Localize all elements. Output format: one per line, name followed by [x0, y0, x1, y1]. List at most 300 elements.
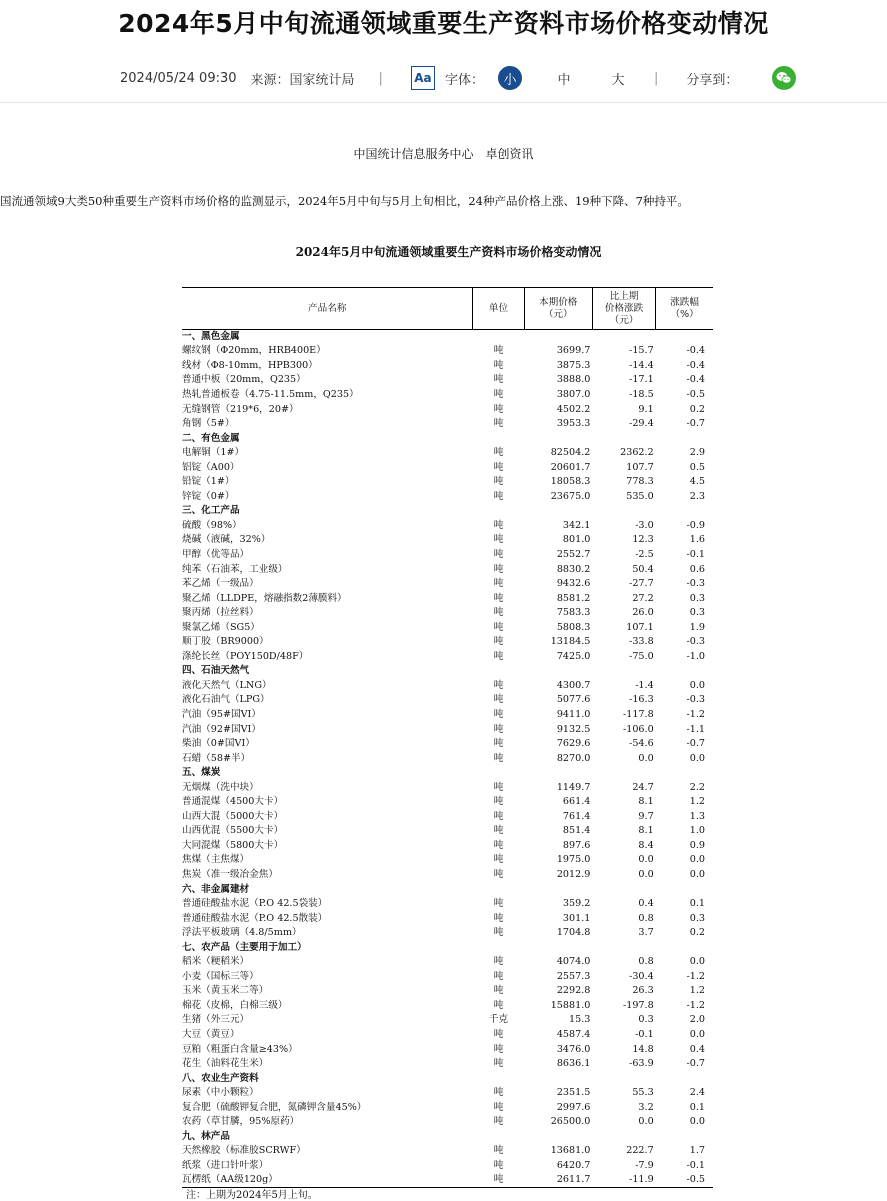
table-row — [182, 911, 713, 926]
pct-cell: -1.2 — [686, 708, 705, 720]
product-name-cell: 纯苯（石油苯，工业级） — [182, 563, 288, 575]
change-cell: 0.8 — [638, 956, 654, 968]
change-cell: 8.4 — [638, 839, 654, 851]
change-cell: 3.2 — [638, 1101, 654, 1113]
col-header-name: 产品名称 — [308, 302, 347, 314]
change-cell: -197.8 — [622, 999, 654, 1011]
change-cell: 0.4 — [638, 898, 654, 910]
change-cell: 0.0 — [638, 752, 654, 764]
product-name-cell: 锌锭（0#） — [182, 490, 235, 502]
change-cell: 778.3 — [626, 476, 654, 488]
publish-datetime: 2024/05/24 09:30 — [120, 70, 237, 86]
price-cell: 3875.3 — [556, 359, 591, 371]
pct-cell: 0.3 — [689, 607, 705, 619]
change-cell: -30.4 — [629, 970, 654, 982]
price-cell: 5808.3 — [556, 621, 591, 633]
product-name-cell: 焦煤（主焦煤） — [182, 854, 250, 866]
pct-cell: 4.5 — [689, 476, 705, 488]
unit-cell: 吨 — [493, 476, 504, 488]
change-cell: 24.7 — [632, 781, 654, 793]
product-name-cell: 瓦楞纸（AA级120g） — [182, 1174, 278, 1186]
price-cell: 26500.0 — [550, 1116, 591, 1128]
table-row — [182, 810, 713, 825]
product-name-cell: 棉花（皮棉，白棉三级） — [182, 999, 288, 1011]
pct-cell: -0.4 — [686, 359, 705, 371]
product-name-cell: 纸浆（进口针叶浆） — [182, 1159, 269, 1171]
change-cell: 50.4 — [632, 563, 654, 575]
price-cell: 2351.5 — [556, 1087, 591, 1099]
pct-cell: 2.0 — [689, 1014, 705, 1026]
category-row — [182, 504, 713, 519]
change-cell: 26.0 — [632, 607, 654, 619]
product-name-cell: 柴油（0#国VI） — [182, 738, 255, 750]
pct-cell: -1.0 — [686, 650, 705, 662]
pct-cell: 2.9 — [689, 447, 705, 459]
unit-cell: 吨 — [493, 534, 504, 546]
price-cell: 13184.5 — [550, 636, 591, 648]
unit-cell: 吨 — [493, 461, 504, 473]
category-label: 六、非金属建材 — [182, 883, 250, 895]
table-row — [182, 693, 713, 708]
product-name-cell: 花生（油料花生米） — [182, 1058, 269, 1070]
change-cell: 55.3 — [632, 1087, 654, 1099]
category-row — [182, 940, 713, 955]
product-name-cell: 大同混煤（5800大卡） — [182, 839, 284, 851]
unit-cell: 吨 — [493, 1101, 504, 1113]
source-line: 中国统计信息服务中心 卓创资讯 — [353, 147, 534, 161]
table-row — [182, 751, 713, 766]
change-cell: -15.7 — [629, 345, 654, 357]
change-cell: 3.7 — [638, 927, 654, 939]
unit-cell: 吨 — [493, 578, 504, 590]
unit-cell: 吨 — [493, 374, 504, 386]
unit-cell: 吨 — [493, 1043, 504, 1055]
table-row — [182, 984, 713, 999]
price-cell: 20601.7 — [550, 461, 591, 473]
pct-cell: 2.2 — [689, 781, 705, 793]
unit-cell: 吨 — [493, 796, 504, 808]
product-name-cell: 天然橡胶（标准胶SCRWF） — [182, 1145, 306, 1157]
pct-cell: 0.0 — [689, 854, 705, 866]
col-header-unit: 单位 — [473, 288, 524, 330]
pct-cell: 0.3 — [689, 592, 705, 604]
change-cell: -18.5 — [629, 388, 654, 400]
footnote: 注：上期为2024年5月上旬。 — [186, 1190, 318, 1201]
pct-cell: -0.4 — [686, 345, 705, 357]
price-cell: 4300.7 — [556, 679, 591, 691]
change-cell: -17.1 — [629, 374, 654, 386]
table-row — [182, 620, 713, 635]
page-title: 2024年5月中旬流通领域重要生产资料市场价格变动情况 — [118, 9, 769, 38]
unit-cell: 吨 — [493, 825, 504, 837]
pct-cell: -1.2 — [686, 970, 705, 982]
pct-cell: -0.1 — [686, 1159, 705, 1171]
price-cell: 15881.0 — [550, 999, 591, 1011]
table-row — [182, 490, 713, 505]
change-cell: 222.7 — [626, 1145, 654, 1157]
unit-cell: 吨 — [493, 345, 504, 357]
meta-separator: | — [378, 70, 383, 86]
unit-cell: 吨 — [493, 1029, 504, 1041]
table-row — [182, 897, 713, 912]
product-name-cell: 稻米（粳稻米） — [182, 956, 250, 968]
table-header-row — [182, 288, 713, 330]
price-cell: 2557.3 — [556, 970, 591, 982]
header-divider — [0, 102, 887, 103]
table-row — [182, 562, 713, 577]
price-cell: 4502.2 — [556, 403, 591, 415]
pct-cell: 1.2 — [689, 985, 705, 997]
source-label: 来源：国家统计局 — [250, 72, 355, 88]
unit-cell: 吨 — [493, 752, 504, 764]
pct-cell: 0.9 — [689, 839, 705, 851]
change-cell: 535.0 — [626, 490, 654, 502]
change-cell: -16.3 — [629, 694, 654, 706]
product-name-cell: 山西大混（5000大卡） — [182, 810, 284, 822]
unit-cell: 吨 — [493, 563, 504, 575]
product-name-cell: 烧碱（液碱，32%） — [182, 534, 271, 546]
unit-cell: 吨 — [493, 403, 504, 415]
price-cell: 2012.9 — [556, 869, 591, 880]
price-cell: 801.0 — [562, 534, 591, 546]
pct-cell: 0.0 — [689, 752, 705, 764]
price-cell: 8830.2 — [556, 563, 591, 575]
product-name-cell: 铅锭（1#） — [182, 476, 235, 488]
price-cell: 4587.4 — [556, 1029, 591, 1041]
table-row — [182, 635, 713, 650]
table-row — [182, 577, 713, 592]
table-row — [182, 591, 713, 606]
change-cell: -2.5 — [635, 548, 654, 560]
product-name-cell: 硫酸（98%） — [182, 519, 242, 531]
product-name-cell: 液化石油气（LPG） — [182, 694, 270, 706]
price-cell: 897.6 — [562, 839, 591, 851]
product-name-cell: 浮法平板玻璃（4.8/5mm） — [182, 927, 302, 939]
summary-paragraph: 国流通领域9大类50种重要生产资料市场价格的监测显示，2024年5月中旬与5月上旬相比，24种产品价格上涨、19种下降、7种持平。 — [0, 194, 689, 208]
pct-cell: -0.7 — [686, 418, 705, 430]
product-name-cell: 普通硅酸盐水泥（P.O 42.5袋装） — [182, 898, 328, 910]
unit-cell: 吨 — [493, 708, 504, 720]
change-cell: -54.6 — [629, 738, 654, 750]
meta-separator-2: | — [653, 70, 659, 86]
change-cell: -106.0 — [622, 723, 654, 735]
change-cell: -63.9 — [629, 1058, 654, 1070]
table-row — [182, 780, 713, 795]
price-cell: 342.1 — [562, 519, 591, 531]
pct-cell: -0.7 — [686, 738, 705, 750]
category-row — [182, 1071, 713, 1086]
table-row — [182, 708, 713, 723]
font-label: 字体： — [444, 72, 484, 88]
table-row — [182, 402, 713, 417]
pct-cell: -0.7 — [686, 1058, 705, 1070]
pct-cell: 1.3 — [689, 810, 705, 822]
price-cell: 1149.7 — [556, 781, 591, 793]
price-cell: 82504.2 — [550, 447, 591, 459]
unit-cell: 千克 — [488, 1014, 509, 1026]
unit-cell: 吨 — [493, 359, 504, 371]
product-name-cell: 汽油（95#国VI） — [182, 708, 261, 720]
category-label: 九、林产品 — [182, 1130, 230, 1142]
change-cell: -33.8 — [629, 636, 654, 648]
product-name-cell: 甲醇（优等品） — [182, 548, 250, 560]
change-cell: 0.0 — [638, 854, 654, 866]
product-name-cell: 液化天然气（LNG） — [182, 679, 272, 691]
category-label: 一、黑色金属 — [182, 331, 240, 343]
table-row — [182, 373, 713, 388]
table-row — [182, 1115, 713, 1130]
pct-cell: 0.3 — [689, 912, 705, 924]
price-cell: 3699.7 — [556, 345, 591, 357]
pct-cell: 0.0 — [689, 956, 705, 968]
pct-cell: 0.1 — [689, 898, 705, 910]
change-cell: 2362.2 — [620, 447, 654, 459]
pct-cell: 0.2 — [689, 403, 705, 415]
pct-cell: 0.0 — [689, 1029, 705, 1041]
font-size-icon[interactable]: Aa — [411, 66, 435, 90]
price-cell: 3807.0 — [556, 388, 591, 400]
product-name-cell: 角钢（5#） — [182, 418, 235, 430]
product-name-cell: 小麦（国标三等） — [182, 970, 259, 982]
pct-cell: -1.2 — [686, 999, 705, 1011]
unit-cell: 吨 — [493, 781, 504, 793]
unit-cell: 吨 — [493, 1058, 504, 1070]
unit-cell: 吨 — [493, 810, 504, 822]
product-name-cell: 普通混煤（4500大卡） — [182, 796, 284, 808]
change-cell: 0.8 — [638, 912, 654, 924]
unit-cell: 吨 — [493, 592, 504, 604]
table-row — [182, 1057, 713, 1072]
table-body — [182, 330, 713, 1188]
price-cell: 15.3 — [569, 1014, 591, 1026]
price-cell: 661.4 — [562, 796, 591, 808]
product-name-cell: 大豆（黄豆） — [182, 1029, 240, 1041]
change-cell: 107.7 — [626, 461, 654, 473]
font-size-large-button[interactable]: 大 — [611, 72, 625, 88]
product-name-cell: 电解铜（1#） — [182, 447, 245, 459]
unit-cell: 吨 — [493, 869, 504, 880]
change-cell: 26.3 — [632, 985, 654, 997]
pct-cell: 1.0 — [689, 825, 705, 837]
product-name-cell: 尿素（中小颗粒） — [182, 1087, 259, 1099]
price-cell: 4074.0 — [556, 956, 591, 968]
change-cell: -11.9 — [629, 1174, 654, 1186]
price-cell: 7425.0 — [556, 650, 591, 662]
product-name-cell: 螺纹钢（Φ20mm，HRB400E） — [182, 345, 326, 357]
category-label: 四、石油天然气 — [182, 665, 250, 677]
category-label: 五、煤炭 — [182, 767, 221, 779]
change-cell: 0.0 — [638, 1116, 654, 1128]
table-row — [182, 388, 713, 403]
price-cell: 1975.0 — [556, 854, 591, 866]
table-row — [182, 1028, 713, 1043]
pct-cell: -0.4 — [686, 374, 705, 386]
change-cell: -1.4 — [635, 679, 654, 691]
table-row — [182, 417, 713, 432]
unit-cell: 吨 — [493, 970, 504, 982]
table-row — [182, 970, 713, 985]
pct-cell: 1.6 — [689, 534, 705, 546]
category-row — [182, 431, 713, 446]
category-label: 二、有色金属 — [182, 432, 240, 444]
font-size-medium-button[interactable]: 中 — [557, 72, 571, 88]
price-cell: 8581.2 — [556, 592, 591, 604]
product-name-cell: 生猪（外三元） — [182, 1014, 250, 1026]
price-cell: 13681.0 — [550, 1145, 591, 1157]
unit-cell: 吨 — [493, 636, 504, 648]
unit-cell: 吨 — [493, 548, 504, 560]
product-name-cell: 复合肥（硫酸钾复合肥，氮磷钾含量45%） — [182, 1101, 367, 1113]
unit-cell: 吨 — [493, 1145, 504, 1157]
pct-cell: -1.1 — [686, 723, 705, 735]
unit-cell: 吨 — [493, 1174, 504, 1186]
price-cell: 2997.6 — [556, 1101, 591, 1113]
price-cell: 851.4 — [562, 825, 591, 837]
unit-cell: 吨 — [493, 650, 504, 662]
product-name-cell: 涤纶长丝（POY150D/48F） — [182, 650, 309, 662]
table-row — [182, 446, 713, 461]
wechat-icon[interactable] — [772, 66, 796, 90]
price-cell: 2552.7 — [556, 548, 591, 560]
pct-cell: 2.3 — [689, 490, 705, 502]
table-row — [182, 1086, 713, 1101]
price-cell: 761.4 — [562, 810, 591, 822]
category-label: 七、农产品（主要用于加工） — [182, 941, 307, 953]
price-cell: 8636.1 — [556, 1058, 591, 1070]
pct-cell: -0.3 — [686, 636, 705, 648]
table-row — [182, 1100, 713, 1115]
pct-cell: -0.9 — [686, 519, 705, 531]
product-name-cell: 线材（Φ8-10mm，HPB300） — [182, 359, 318, 371]
product-name-cell: 无缝钢管（219*6，20#） — [182, 403, 299, 415]
table-row — [182, 519, 713, 534]
share-label: 分享到： — [686, 72, 739, 88]
col-header-price: 本期价格 （元） — [524, 288, 592, 330]
price-cell: 9411.0 — [556, 708, 591, 720]
product-name-cell: 焦炭（准一级冶金焦） — [182, 869, 278, 880]
table-row — [182, 839, 713, 854]
product-name-cell: 普通硅酸盐水泥（P.O 42.5散装） — [182, 912, 328, 924]
price-cell: 301.1 — [562, 912, 591, 924]
price-cell: 3953.3 — [556, 418, 591, 430]
table-row — [182, 722, 713, 737]
change-cell: 12.3 — [632, 534, 654, 546]
pct-cell: 1.7 — [689, 1145, 705, 1157]
price-cell: 8270.0 — [556, 752, 591, 764]
unit-cell: 吨 — [493, 388, 504, 400]
product-name-cell: 农药（草甘膦，95%原药） — [182, 1116, 300, 1128]
product-name-cell: 顺丁胶（BR9000） — [182, 636, 269, 648]
product-name-cell: 无烟煤（洗中块） — [182, 781, 259, 793]
table-row — [182, 737, 713, 752]
change-cell: -29.4 — [629, 418, 654, 430]
pct-cell: 0.5 — [689, 461, 705, 473]
price-cell: 3888.0 — [556, 374, 591, 386]
change-cell: -3.0 — [635, 519, 654, 531]
price-cell: 7629.6 — [556, 738, 591, 750]
table-row — [182, 359, 713, 374]
pct-cell: 0.0 — [689, 1116, 705, 1128]
unit-cell: 吨 — [493, 985, 504, 997]
unit-cell: 吨 — [493, 999, 504, 1011]
table-row — [182, 1042, 713, 1057]
product-name-cell: 石蜡（58#半） — [182, 752, 251, 764]
product-name-cell: 普通中板（20mm，Q235） — [182, 374, 306, 386]
col-header-pct: 涨跌幅 （%） — [656, 288, 713, 330]
meta-bar — [120, 64, 796, 92]
unit-cell: 吨 — [493, 607, 504, 619]
pct-cell: 0.0 — [689, 869, 705, 880]
product-name-cell: 汽油（92#国VI） — [182, 723, 261, 735]
change-cell: 27.2 — [632, 592, 654, 604]
unit-cell: 吨 — [493, 927, 504, 939]
table-row — [182, 853, 713, 868]
pct-cell: 1.9 — [689, 621, 705, 633]
price-table — [182, 287, 713, 1188]
unit-cell: 吨 — [493, 1087, 504, 1099]
table-row — [182, 1013, 713, 1028]
product-name-cell: 聚氯乙烯（SG5） — [182, 621, 260, 633]
table-row — [182, 679, 713, 694]
table-row — [182, 548, 713, 563]
change-cell: 9.7 — [638, 810, 654, 822]
unit-cell: 吨 — [493, 1116, 504, 1128]
change-cell: -7.9 — [635, 1159, 654, 1171]
price-cell: 23675.0 — [550, 490, 591, 502]
change-cell: 107.1 — [626, 621, 654, 633]
price-cell: 9432.6 — [556, 578, 591, 590]
table-row — [182, 475, 713, 490]
product-name-cell: 聚乙烯（LLDPE，熔融指数2薄膜料） — [182, 592, 347, 604]
unit-cell: 吨 — [493, 738, 504, 750]
price-cell: 2292.8 — [556, 985, 591, 997]
category-label: 八、农业生产资料 — [182, 1072, 259, 1084]
category-row — [182, 882, 713, 897]
product-name-cell: 铝锭（A00） — [182, 461, 240, 473]
price-cell: 9132.5 — [556, 723, 591, 735]
change-cell: 8.1 — [638, 796, 654, 808]
font-size-small-button[interactable]: 小 — [498, 66, 522, 90]
product-name-cell: 豆粕（粗蛋白含量≥43%） — [182, 1043, 298, 1055]
product-name-cell: 聚丙烯（拉丝料） — [182, 607, 259, 619]
category-label: 三、化工产品 — [182, 505, 240, 517]
table-row — [182, 1159, 713, 1174]
unit-cell: 吨 — [493, 912, 504, 924]
unit-cell: 吨 — [493, 694, 504, 706]
pct-cell: 0.2 — [689, 927, 705, 939]
change-cell: -27.7 — [629, 578, 654, 590]
change-cell: -14.4 — [629, 359, 654, 371]
table-row — [182, 824, 713, 839]
pct-cell: 0.4 — [689, 1043, 705, 1055]
price-cell: 7583.3 — [556, 607, 591, 619]
change-cell: 9.1 — [638, 403, 654, 415]
category-row — [182, 1130, 713, 1145]
change-cell: -0.1 — [635, 1029, 654, 1041]
table-row — [182, 868, 713, 883]
table-row — [182, 606, 713, 621]
unit-cell: 吨 — [493, 621, 504, 633]
price-cell: 359.2 — [562, 898, 591, 910]
pct-cell: -0.1 — [686, 548, 705, 560]
unit-cell: 吨 — [493, 839, 504, 851]
unit-cell: 吨 — [493, 447, 504, 459]
price-cell: 6420.7 — [556, 1159, 591, 1171]
product-name-cell: 玉米（黄玉米二等） — [182, 985, 269, 997]
pct-cell: 0.0 — [689, 679, 705, 691]
unit-cell: 吨 — [493, 490, 504, 502]
table-row — [182, 533, 713, 548]
